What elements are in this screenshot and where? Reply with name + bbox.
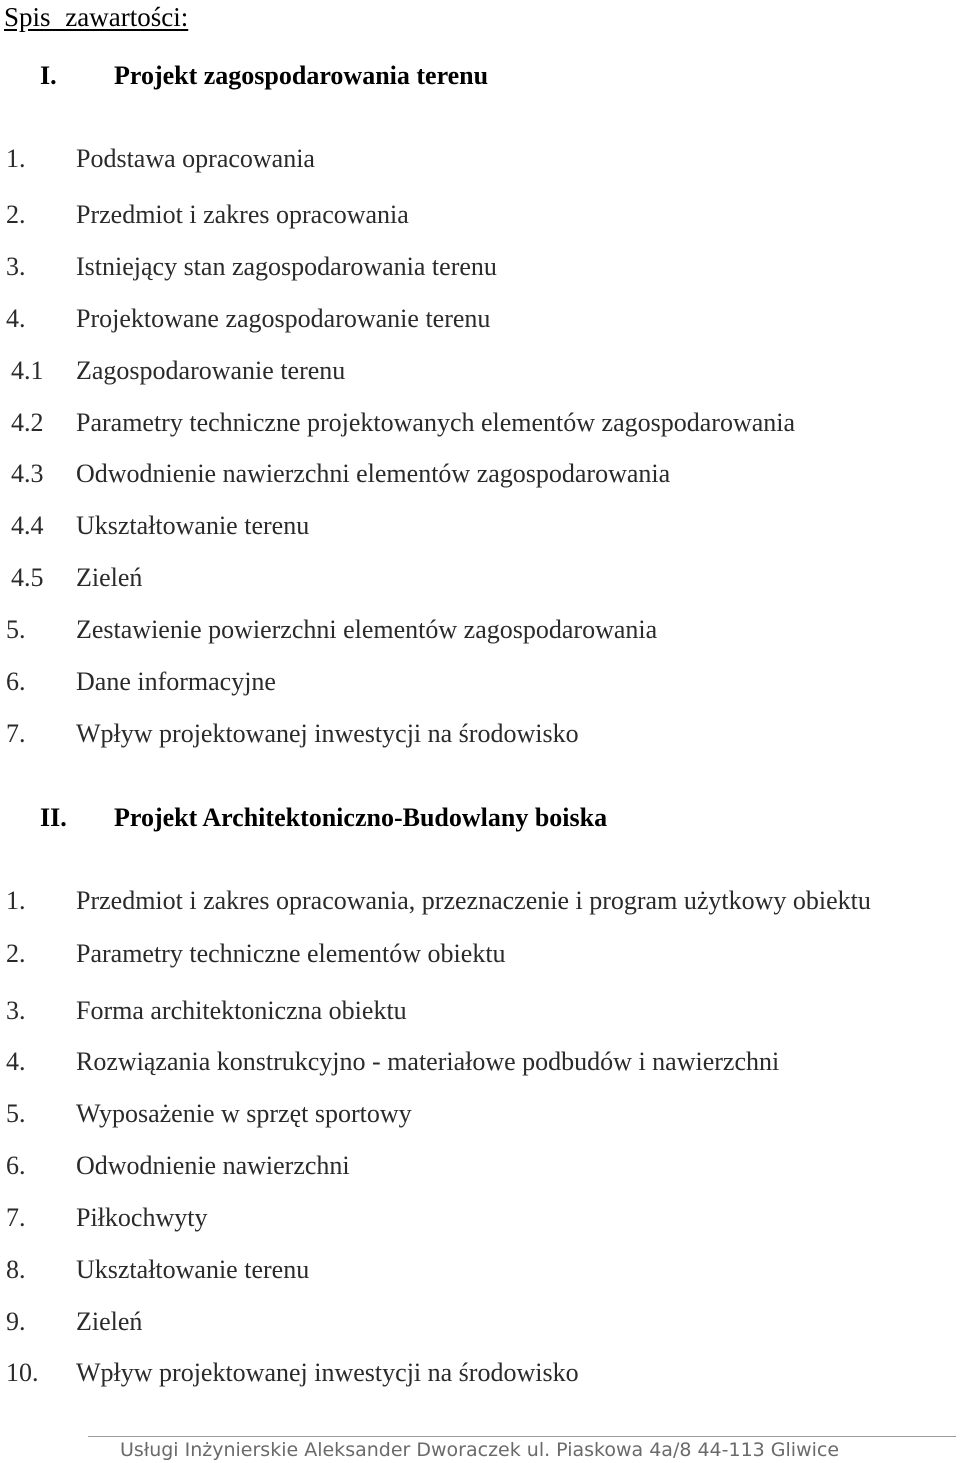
toc-item-text: Wyposażenie w sprzęt sportowy	[76, 1099, 412, 1128]
toc-item	[0, 200, 960, 230]
toc-item-text: Odwodnienie nawierzchni elementów zagospodarowania	[76, 459, 671, 488]
toc-item-number: 7.	[6, 719, 26, 748]
toc-item-text: Zieleń	[76, 563, 143, 592]
toc-item	[0, 563, 960, 593]
toc-item-text: Piłkochwyty	[76, 1203, 208, 1232]
toc-item	[0, 144, 960, 174]
section-number: II.	[40, 803, 67, 832]
toc-item-number: 4.2	[11, 408, 44, 437]
toc-item	[0, 1099, 960, 1129]
toc-item-number: 4.5	[11, 563, 44, 592]
toc-item	[0, 1203, 960, 1233]
toc-item-text: Zestawienie powierzchni elementów zagospodarowania	[76, 615, 658, 644]
toc-item-number: 2.	[6, 939, 26, 968]
page-footer: Usługi Inżynierskie Aleksander Dworaczek ul. Piaskowa 4a/8 44-113 Gliwice	[120, 1439, 840, 1461]
toc-item-text: Wpływ projektowanej inwestycji na środowisko	[76, 719, 579, 748]
section-title: Projekt zagospodarowania terenu	[114, 61, 489, 90]
toc-item-number: 5.	[6, 1099, 26, 1128]
toc-item	[0, 511, 960, 541]
toc-item	[0, 408, 960, 438]
toc-item-number: 5.	[6, 615, 26, 644]
toc-item-number: 2.	[6, 200, 26, 229]
toc-item	[0, 1358, 960, 1388]
toc-item-number: 4.3	[11, 459, 44, 488]
toc-item-text: Projektowane zagospodarowanie terenu	[76, 304, 491, 333]
toc-item-text: Istniejący stan zagospodarowania terenu	[76, 252, 497, 281]
toc-item	[0, 1047, 960, 1077]
section-title: Projekt Architektoniczno-Budowlany boiska	[114, 803, 608, 832]
toc-item	[0, 615, 960, 645]
toc-item-number: 4.	[6, 304, 26, 333]
toc-item	[0, 719, 960, 749]
toc-item	[0, 667, 960, 697]
toc-item-text: Forma architektoniczna obiektu	[76, 996, 407, 1025]
toc-item-number: 4.	[6, 1047, 26, 1076]
toc-item-number: 1.	[6, 144, 26, 173]
toc-item-text: Wpływ projektowanej inwestycji na środowisko	[76, 1358, 579, 1387]
toc-item-number: 1.	[6, 886, 26, 915]
toc-item-text: Dane informacyjne	[76, 667, 276, 696]
toc-item-number: 6.	[6, 1151, 26, 1180]
toc-item	[0, 996, 960, 1026]
footer-divider	[88, 1436, 956, 1437]
toc-item-number: 3.	[6, 996, 26, 1025]
toc-item	[0, 304, 960, 334]
toc-item-number: 10.	[6, 1358, 39, 1387]
toc-item-number: 4.4	[11, 511, 44, 540]
document-title: Spis zawartości:	[4, 2, 189, 32]
toc-item	[0, 1151, 960, 1181]
toc-item-text: Parametry techniczne projektowanych elementów zagospodarowania	[76, 408, 796, 437]
toc-item-text: Ukształtowanie terenu	[76, 1255, 310, 1284]
toc-item-number: 9.	[6, 1307, 26, 1336]
toc-item	[0, 886, 960, 916]
toc-item	[0, 1255, 960, 1285]
toc-item-text: Parametry techniczne elementów obiektu	[76, 939, 506, 968]
toc-item	[0, 1307, 960, 1337]
toc-item	[0, 356, 960, 386]
toc-item-text: Odwodnienie nawierzchni	[76, 1151, 350, 1180]
toc-item-text: Przedmiot i zakres opracowania	[76, 200, 409, 229]
toc-item-number: 7.	[6, 1203, 26, 1232]
toc-item-text: Zieleń	[76, 1307, 143, 1336]
toc-item-number: 3.	[6, 252, 26, 281]
toc-item-text: Ukształtowanie terenu	[76, 511, 310, 540]
toc-item	[0, 252, 960, 282]
toc-item-number: 8.	[6, 1255, 26, 1284]
toc-item-number: 6.	[6, 667, 26, 696]
toc-item-text: Rozwiązania konstrukcyjno - materiałowe podbudów i nawierzchni	[76, 1047, 780, 1076]
section-number: I.	[40, 61, 57, 90]
toc-item	[0, 459, 960, 489]
toc-item-text: Zagospodarowanie terenu	[76, 356, 346, 385]
toc-item-number: 4.1	[11, 356, 44, 385]
toc-item	[0, 939, 960, 969]
toc-item-text: Podstawa opracowania	[76, 144, 315, 173]
toc-item-text: Przedmiot i zakres opracowania, przeznaczenie i program użytkowy obiektu	[76, 886, 871, 915]
